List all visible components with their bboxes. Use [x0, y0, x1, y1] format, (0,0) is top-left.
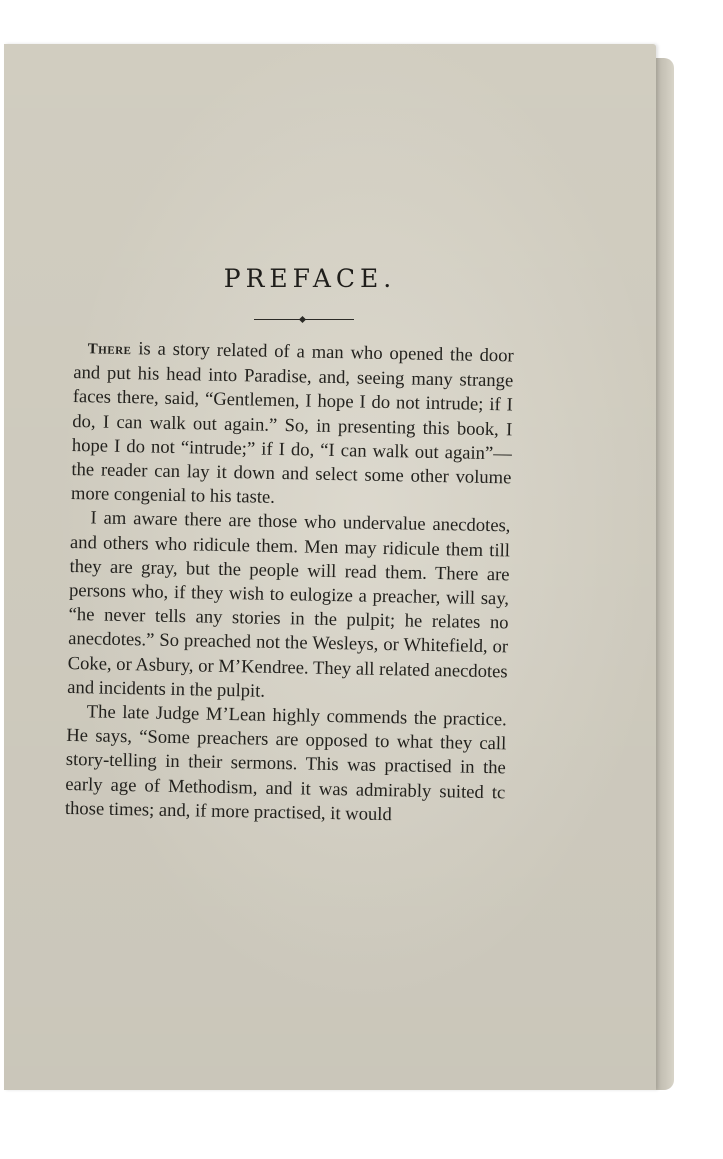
paragraph-1-text: is a story related of a man who opened the door and put his head into Paradise, and, seeing many strange faces there, said, “Gentlemen, I hope I do not intrude; if I do, I can walk out again.” So, in presenting this book, I hope I do not “intrude;” if I do, “I can walk out again”—the reader can lay it down and select some other volume more congenial to his taste.: [70, 338, 514, 509]
title-ornament-rule: [254, 315, 354, 325]
paragraph-lead-word: There: [87, 341, 132, 359]
paragraph-3: The late Judge M’Lean highly commends the practice. He says, “Some preachers are opposed to what they call story-telling in their sermons. This was practised in the early age of Methodism, and it was admirably suited tc those times; and, if more practised, it would: [64, 701, 507, 826]
page-sheet: [4, 44, 656, 1090]
page-title: PREFACE.: [223, 264, 397, 293]
paragraph-2: I am aware there are those who undervalue anecdotes, and others who ridicule them. Men may ridicule them till they are gray, but the people will read them. There are persons who, if they wish to eulogize a preacher, will say, “he never tells any stories in the pulpit; he relates no anecdotes.” So preached not the Wesleys, or Whitefield, or Coke, or Asbury, or M’Kendree. They all related anecdotes and incidents in the pulpit.: [67, 507, 511, 702]
paragraph-1: [71, 336, 514, 515]
preface-body: [65, 336, 514, 829]
rule-center-dot: [299, 316, 306, 323]
